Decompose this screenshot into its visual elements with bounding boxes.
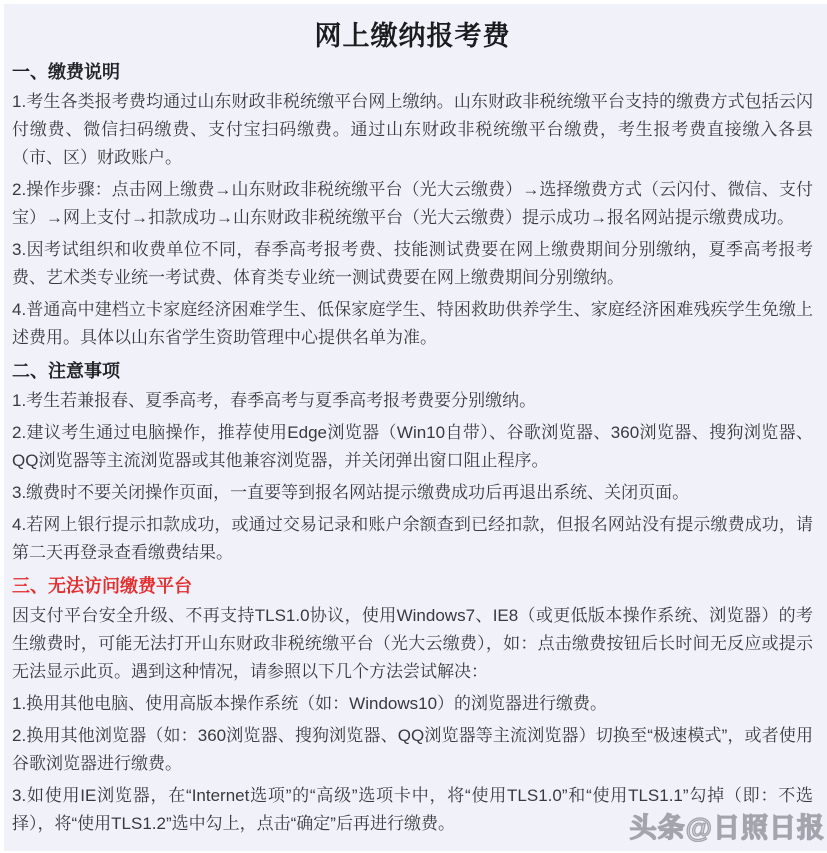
paragraph: 2.换用其他浏览器（如：360浏览器、搜狗浏览器、QQ浏览器等主流浏览器）切换至“极速模式”，或者使用谷歌浏览器进行缴费。 (12, 726, 813, 773)
paragraph: 3.因考试组织和收费单位不同，春季高考报考费、技能测试费要在网上缴费期间分别缴纳，夏季高考报考费、艺术类专业统一考试费、体育类专业统一测试费要在网上缴费期间分别缴纳。 (12, 240, 813, 287)
paragraph: 1.考生若兼报春、夏季高考，春季高考与夏季高考报考费要分别缴纳。 (12, 391, 537, 410)
paragraph: 因支付平台安全升级、不再支持TLS1.0协议，使用Windows7、IE8（或更低版本操作系统、浏览器）的考生缴费时，可能无法打开山东财政非税统缴平台（光大云缴费），如：点击缴费按钮后长时间无反应或提示无法显示此页。遇到这种情况，请参照以下几个方法尝试解决： (12, 606, 813, 681)
page-title: 网上缴纳报考费 (314, 21, 511, 51)
paragraph: 2.建议考生通过电脑操作，推荐使用Edge浏览器（Win10自带）、谷歌浏览器、360浏览器、搜狗浏览器、QQ浏览器等主流浏览器或其他兼容浏览器，并关闭弹出窗口阻止程序。 (12, 423, 813, 470)
watermark-toutiao-rizhao-daily: 头条@日照日报 (629, 813, 825, 843)
paragraph: 2.操作步骤：点击网上缴费→山东财政非税统缴平台（光大云缴费）→选择缴费方式（云闪付、微信、支付宝）→网上支付→扣款成功→山东财政非税统缴平台（光大云缴费）提示成功→报名网站提示缴费成功。 (12, 180, 813, 227)
paragraph: 1.换用其他电脑、使用高版本操作系统（如：Windows10）的浏览器进行缴费。 (12, 694, 608, 713)
section-heading-platform-unreachable: 三、无法访问缴费平台 (12, 576, 192, 596)
section-heading-notes: 二、注意事项 (12, 361, 120, 381)
paragraph: 3.缴费时不要关闭操作页面，一直要等到报名网站提示缴费成功后再退出系统、关闭页面。 (12, 483, 690, 502)
section-payment-instructions (12, 60, 813, 352)
section-platform-unreachable (12, 574, 813, 838)
paragraph: 3.如使用IE浏览器，在“Internet选项”的“高级”选项卡中，将“使用TLS1.0”和“使用TLS1.1”勾掉（即：不选择），将“使用TLS1.2”选中勾上，点击“确定”后再进行缴费。 (12, 786, 813, 833)
paragraph: 4.普通高中建档立卡家庭经济困难学生、低保家庭学生、特困救助供养学生、家庭经济困难残疾学生免缴上述费用。具体以山东省学生资助管理中心提供名单为准。 (12, 300, 813, 347)
paragraph: 1.考生各类报考费均通过山东财政非税统缴平台网上缴纳。山东财政非税统缴平台支持的缴费方式包括云闪付缴费、微信扫码缴费、支付宝扫码缴费。通过山东财政非税统缴平台缴费，考生报考费直接缴入各县（市、区）财政账户。 (12, 92, 813, 167)
section-heading-payment-instructions: 一、缴费说明 (12, 62, 120, 82)
section-notes (12, 359, 813, 567)
article-page (4, 4, 827, 851)
paragraph: 4.若网上银行提示扣款成功，或通过交易记录和账户余额查到已经扣款，但报名网站没有提示缴费成功，请第二天再登录查看缴费结果。 (12, 515, 813, 562)
